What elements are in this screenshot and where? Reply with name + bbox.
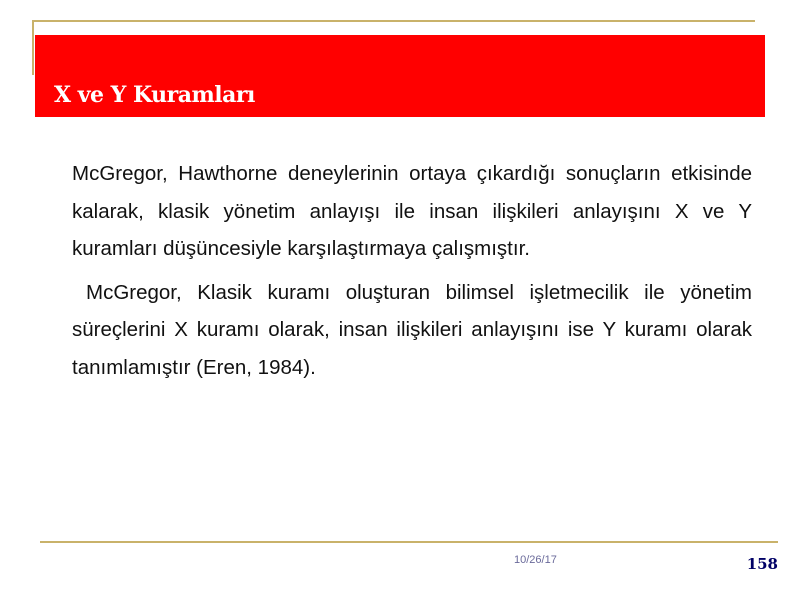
footer-date: 10/26/17 bbox=[514, 554, 557, 566]
left-decorative-rule bbox=[32, 20, 34, 75]
bottom-decorative-rule bbox=[40, 541, 778, 543]
slide-body bbox=[72, 155, 752, 386]
top-decorative-rule bbox=[32, 20, 755, 22]
page-number: 158 bbox=[746, 555, 778, 573]
paragraph-2: McGregor, Klasik kuramı oluşturan bilimsel işletmecilik ile yönetim süreçlerini X kuramı olarak, insan ilişkileri anlayışını ise Y kuramı olarak tanımlamıştır (Eren, 1984). bbox=[72, 280, 752, 379]
paragraph-1: McGregor, Hawthorne deneylerinin ortaya çıkardığı sonuçların etkisinde kalarak, klasik yönetim anlayışı ile insan ilişkileri anlayışını X ve Y kuramları düşüncesiyle karşılaştırmaya çalışmıştır. bbox=[72, 162, 752, 260]
slide-title: X ve Y Kuramları bbox=[54, 82, 255, 108]
